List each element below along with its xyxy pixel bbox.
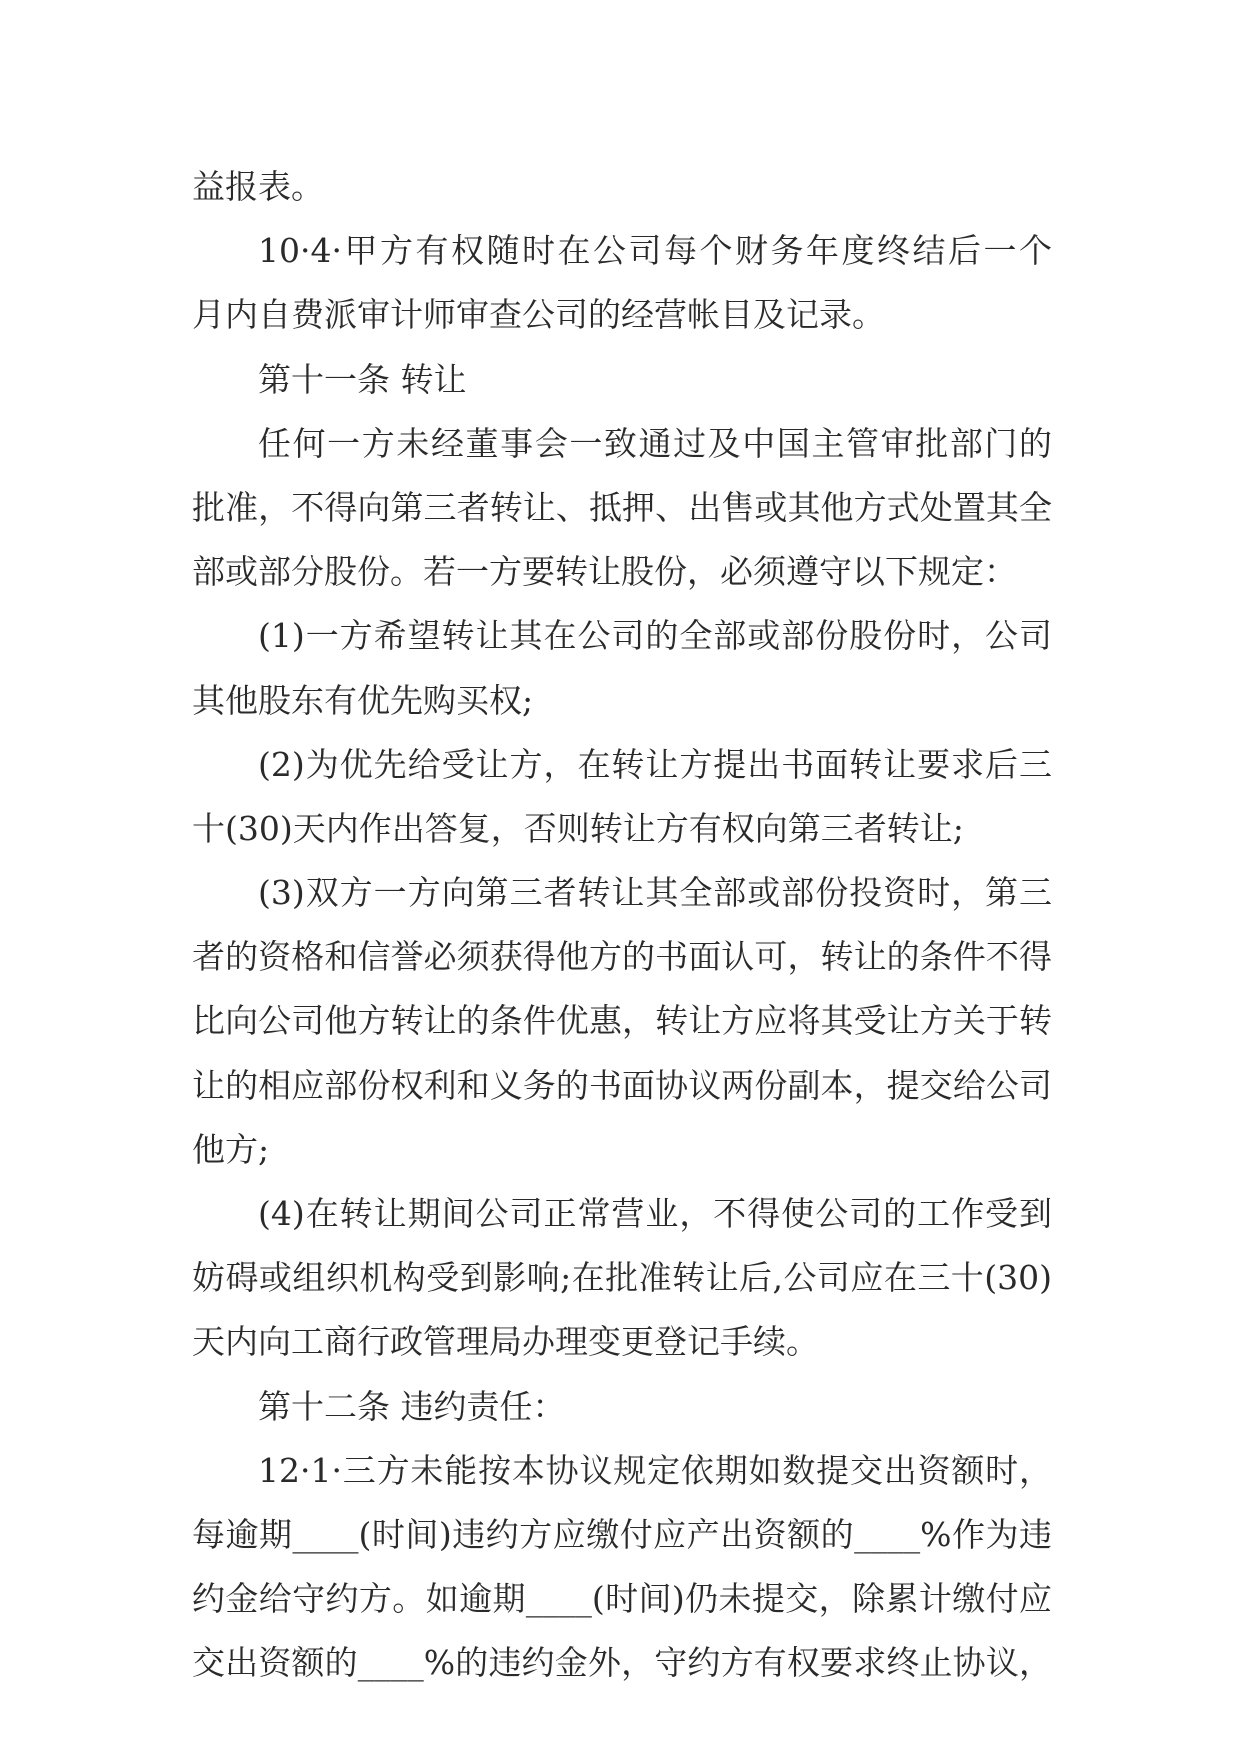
text-line: 十(30)天内作出答复，否则转让方有权向第三者转让; <box>192 808 964 848</box>
text-line: 任何一方未经董事会一致通过及中国主管审批部门的 <box>258 423 1052 463</box>
text-line: 交出资额的____%的违约金外，守约方有权要求终止协议， <box>192 1643 1052 1683</box>
text-line: 让的相应部份权利和义务的书面协议两份副本，提交给公司 <box>192 1065 1052 1105</box>
text-line: 批准，不得向第三者转让、抵押、出售或其他方式处置其全 <box>192 487 1052 527</box>
section-heading: 第十二条 违约责任： <box>258 1386 566 1426</box>
text-line: (3)双方一方向第三者转让其全部或部份投资时，第三 <box>258 873 1052 913</box>
text-line: 妨碍或组织机构受到影响;在批准转让后,公司应在三十(30) <box>192 1258 1052 1298</box>
document-body <box>192 155 1052 1696</box>
text-line: 部或部分股份。若一方要转让股份，必须遵守以下规定： <box>192 552 1017 592</box>
text-line: (1)一方希望转让其在公司的全部或部份股份时，公司 <box>258 616 1052 656</box>
text-line: 每逾期____(时间)违约方应缴付应产出资额的____%作为违 <box>192 1514 1052 1554</box>
text-line: 比向公司他方转让的条件优惠，转让方应将其受让方关于转 <box>192 1001 1052 1041</box>
text-line: 他方; <box>192 1129 270 1169</box>
text-line: 益报表。 <box>192 167 324 206</box>
text-line: 天内向工商行政管理局办理变更登记手续。 <box>192 1322 819 1362</box>
text-line: (4)在转让期间公司正常营业，不得使公司的工作受到 <box>258 1194 1052 1233</box>
text-line: 10·4·甲方有权随时在公司每个财务年度终结后一个 <box>258 231 1052 271</box>
text-line: 约金给守约方。如逾期____(时间)仍未提交，除累计缴付应 <box>192 1579 1052 1619</box>
text-line: 月内自费派审计师审查公司的经营帐目及记录。 <box>192 295 885 335</box>
text-line: (2)为优先给受让方，在转让方提出书面转让要求后三 <box>258 744 1052 784</box>
section-heading: 第十一条 转让 <box>258 359 467 399</box>
text-line: 者的资格和信誉必须获得他方的书面认可，转让的条件不得 <box>192 937 1052 977</box>
text-line: 12·1·三方未能按本协议规定依期如数提交出资额时， <box>258 1450 1052 1490</box>
text-line: 其他股东有优先购买权; <box>192 680 534 720</box>
